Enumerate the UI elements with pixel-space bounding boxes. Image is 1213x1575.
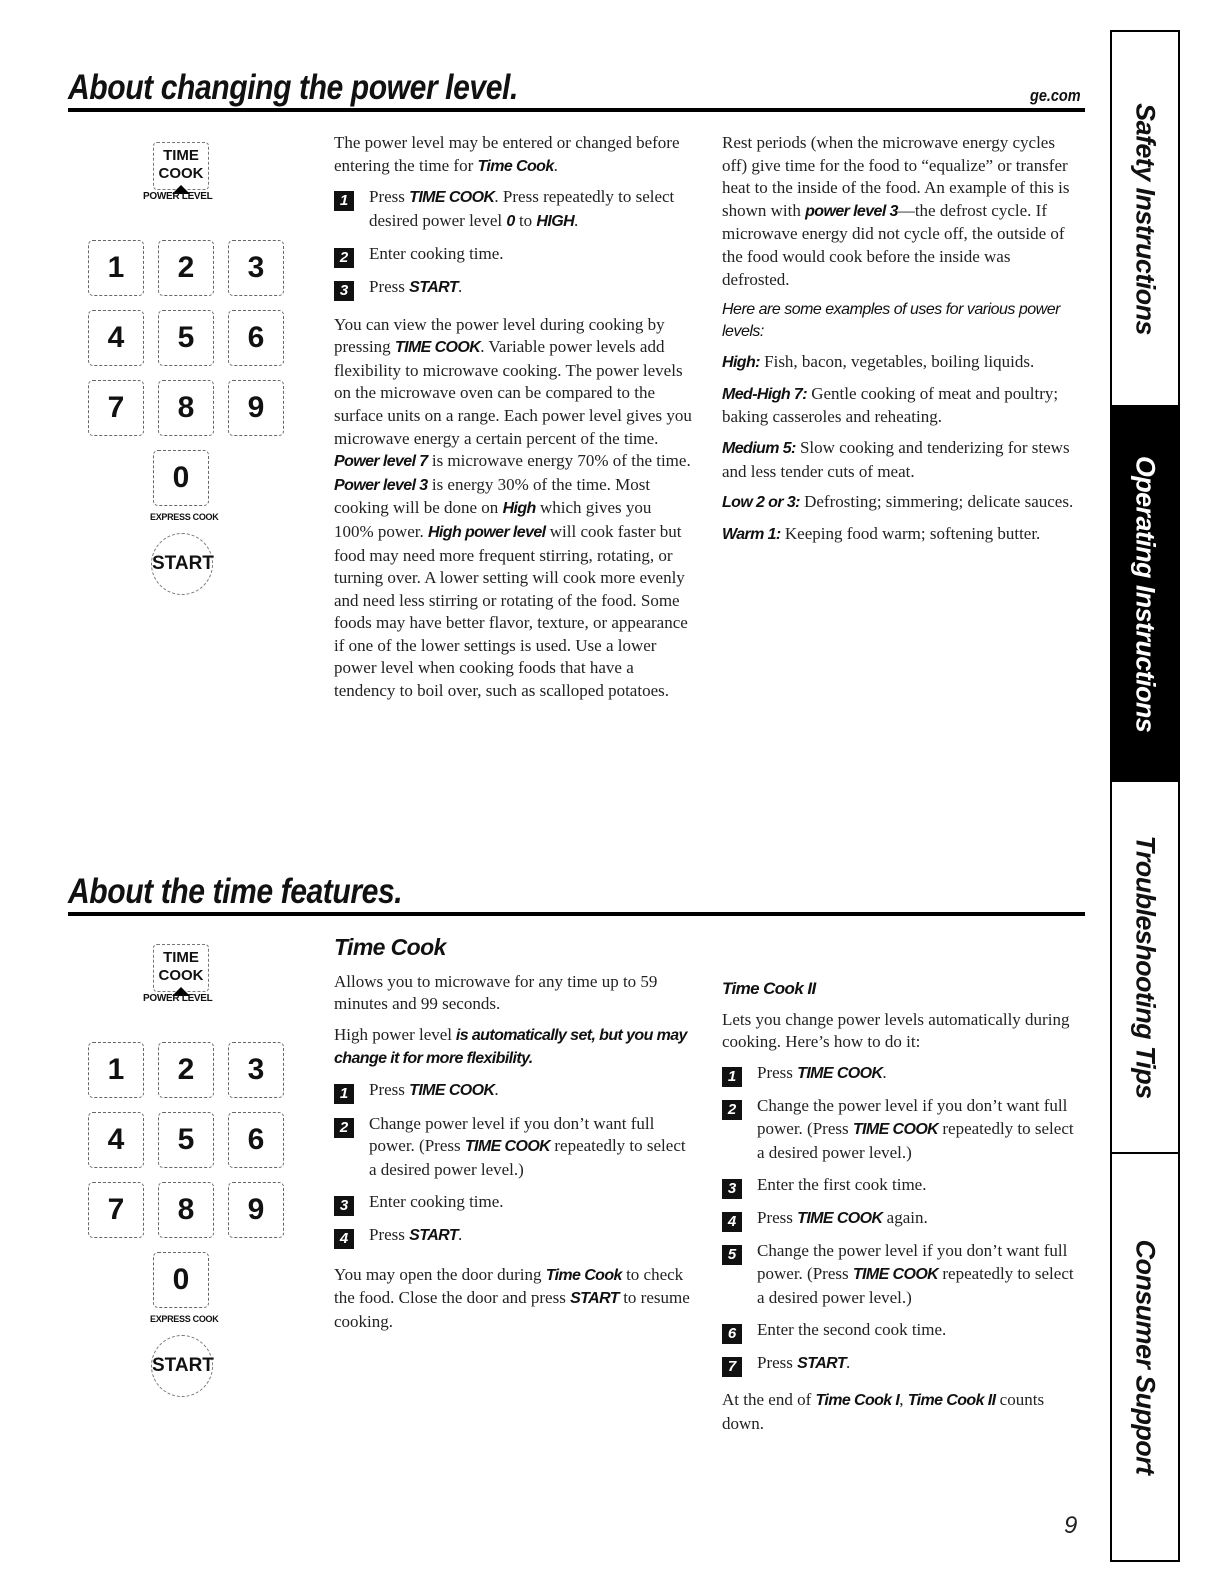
body-text: . bbox=[846, 1352, 851, 1372]
emphasis-text: Power level 7 bbox=[334, 453, 428, 471]
instruction-step bbox=[722, 1352, 1080, 1376]
body-text: Press bbox=[369, 1079, 410, 1099]
express-cook-label: EXPRESS COOK bbox=[150, 512, 219, 522]
emphasis-text: Time Cook bbox=[545, 1266, 622, 1284]
digit-key-5: 5 bbox=[158, 1112, 214, 1168]
power-level-instructions bbox=[334, 132, 692, 711]
time-cook-intro: Allows you to microwave for any time up to 59 minutes and 99 seconds. bbox=[334, 971, 658, 1014]
step-text bbox=[757, 1353, 850, 1372]
body-text: Change power level if you don’t want full power. (Press bbox=[369, 1113, 655, 1156]
emphasis-text: Power level 3 bbox=[334, 476, 428, 494]
digit-key-1: 1 bbox=[88, 1042, 144, 1098]
site-url: ge.com bbox=[1030, 86, 1081, 105]
emphasis-text: Time Cook bbox=[477, 157, 554, 175]
step-text bbox=[369, 277, 462, 296]
express-cook-label: EXPRESS COOK bbox=[150, 1314, 219, 1324]
body-text: —the defrost cycle. If microwave energy did not cycle off, the outside of the food would cook before the inside was defrosted. bbox=[722, 200, 1065, 289]
digit-key-8: 8 bbox=[158, 380, 214, 436]
power-example-label: High: bbox=[722, 354, 760, 372]
power-example-text: Fish, bacon, vegetables, boiling liquids. bbox=[759, 352, 1035, 372]
power-steps bbox=[334, 186, 692, 299]
emphasis-text: TIME COOK bbox=[852, 1120, 939, 1138]
step-text bbox=[369, 1192, 504, 1211]
body-text: Press bbox=[757, 1352, 798, 1372]
body-text: to resume cooking. bbox=[334, 1288, 690, 1331]
step-number-badge: 6 bbox=[722, 1324, 742, 1344]
emphasis-text: TIME COOK bbox=[797, 1209, 883, 1227]
power-example-text: Slow cooking and tenderizing for stews and less tender cuts of meat. bbox=[722, 437, 1070, 481]
emphasis-text: 0 bbox=[506, 212, 515, 230]
instruction-step bbox=[334, 276, 692, 300]
digit-key-0: 0 bbox=[153, 1252, 209, 1308]
tab-consumer-support[interactable] bbox=[1112, 1154, 1178, 1560]
start-key: START bbox=[151, 1335, 213, 1397]
step-text bbox=[369, 1114, 686, 1179]
emphasis-text: TIME COOK bbox=[409, 1081, 495, 1099]
digit-key-9: 9 bbox=[228, 380, 284, 436]
step-text bbox=[369, 1080, 499, 1099]
power-example-text: Keeping food warm; softening butter. bbox=[780, 523, 1041, 543]
step-number-badge: 1 bbox=[334, 1084, 354, 1104]
body-text: . bbox=[458, 276, 463, 296]
body-text: repeatedly to select a desired power level.) bbox=[757, 1118, 1074, 1162]
step-number-badge: 2 bbox=[334, 1118, 354, 1138]
digit-key-4: 4 bbox=[88, 310, 144, 366]
body-text: The power level may be entered or changed before entering the time for bbox=[334, 133, 680, 175]
body-text: Press bbox=[757, 1062, 798, 1082]
time-cook-ii-section bbox=[722, 978, 1080, 1444]
body-text: which gives you 100% power. bbox=[334, 498, 652, 541]
emphasis-text: Time Cook I bbox=[815, 1392, 900, 1410]
step-number-badge: 1 bbox=[334, 191, 354, 211]
step-text bbox=[369, 187, 674, 230]
instruction-step bbox=[334, 1191, 694, 1214]
body-text: At the end of bbox=[722, 1390, 816, 1410]
tab-troubleshooting-tips[interactable] bbox=[1112, 782, 1178, 1154]
time-cook-section bbox=[334, 936, 694, 1341]
emphasis-text: power level 3 bbox=[805, 202, 898, 220]
digit-key-1: 1 bbox=[88, 240, 144, 296]
emphasis-text: START bbox=[797, 1354, 847, 1372]
rest-periods-text bbox=[722, 132, 1080, 291]
body-text: . bbox=[553, 155, 558, 175]
power-example-label: Warm 1: bbox=[722, 525, 781, 543]
step-text bbox=[757, 1063, 887, 1082]
body-text: Change the power level if you don’t want full power. (Press bbox=[757, 1241, 1068, 1283]
power-level-notes bbox=[722, 132, 1080, 554]
step-text bbox=[369, 1225, 462, 1244]
step-number-badge: 4 bbox=[334, 1229, 354, 1249]
tab-operating-instructions[interactable] bbox=[1112, 407, 1178, 782]
time-cook-key bbox=[153, 944, 209, 992]
body-text: counts down. bbox=[722, 1390, 1045, 1433]
time-cook-steps bbox=[334, 1079, 694, 1248]
digit-key-9: 9 bbox=[228, 1182, 284, 1238]
digit-key-6: 6 bbox=[228, 1112, 284, 1168]
step-number-badge: 3 bbox=[334, 1196, 354, 1216]
time-cook-key-label: TIME bbox=[163, 949, 199, 966]
body-text: Enter the second cook time. bbox=[757, 1320, 947, 1340]
tab-label: Consumer Support bbox=[1130, 1239, 1161, 1475]
power-example-text: Defrosting; simmering; delicate sauces. bbox=[799, 492, 1074, 512]
tab-label: Troubleshooting Tips bbox=[1130, 835, 1161, 1099]
step-text bbox=[757, 1208, 928, 1227]
title-rule bbox=[68, 108, 1085, 112]
body-text: again. bbox=[882, 1207, 928, 1227]
emphasis-text: HIGH bbox=[536, 212, 575, 230]
tab-label: Operating Instructions bbox=[1130, 455, 1161, 732]
time-cook-key-label: COOK bbox=[158, 967, 204, 984]
instruction-step bbox=[722, 1062, 1080, 1086]
body-text: Press bbox=[757, 1207, 798, 1227]
step-text bbox=[757, 1320, 946, 1339]
section-title-time-features: About the time features. bbox=[68, 872, 403, 911]
body-text: repeatedly to select a desired power level.) bbox=[757, 1263, 1074, 1307]
body-text: . Variable power levels add flexibility to microwave cooking. The power levels on the microwave oven can be compared to the surface units on a range. Each power level gives you microwave energy a certain percent of the time. bbox=[334, 337, 692, 448]
body-text: You may open the door during bbox=[334, 1264, 546, 1284]
emphasis-text: TIME COOK bbox=[394, 339, 481, 357]
emphasis-text: START bbox=[409, 1226, 459, 1244]
step-number-badge: 4 bbox=[722, 1212, 742, 1232]
digit-key-3: 3 bbox=[228, 1042, 284, 1098]
step-number-badge: 1 bbox=[722, 1067, 742, 1087]
start-key: START bbox=[151, 533, 213, 595]
power-example-label: Low 2 or 3: bbox=[722, 494, 800, 512]
power-level-label: POWER LEVEL bbox=[143, 993, 213, 1004]
instruction-step bbox=[334, 243, 692, 266]
power-body bbox=[334, 314, 692, 703]
step-text bbox=[757, 1175, 926, 1194]
digit-key-0: 0 bbox=[153, 450, 209, 506]
time-cook-key-label: COOK bbox=[158, 165, 204, 182]
digit-key-8: 8 bbox=[158, 1182, 214, 1238]
emphasis-text: Time Cook II bbox=[907, 1392, 996, 1410]
time-cook-heading: Time Cook bbox=[334, 934, 446, 960]
body-text: Press bbox=[369, 276, 410, 296]
time-cook-ii-steps bbox=[722, 1062, 1080, 1376]
emphasis-text: High power level bbox=[427, 523, 546, 541]
emphasis-text: START bbox=[570, 1290, 619, 1308]
tab-safety-instructions[interactable] bbox=[1112, 32, 1178, 407]
time-cook-key bbox=[153, 142, 209, 190]
body-text: You can view the power level during cooking by pressing bbox=[334, 314, 665, 357]
emphasis-text: TIME COOK bbox=[409, 189, 495, 207]
power-examples bbox=[722, 351, 1080, 546]
body-text: Rest periods (when the microwave energy cycles off) give time for the food to “equalize” or transfer heat to the inside of the food. An example of this is shown with bbox=[722, 133, 1070, 220]
instruction-step bbox=[334, 1113, 694, 1182]
body-text: . bbox=[494, 1079, 499, 1099]
body-text: , bbox=[899, 1390, 908, 1410]
power-level-label: POWER LEVEL bbox=[143, 191, 213, 202]
power-example bbox=[722, 383, 1080, 429]
body-text: Enter cooking time. bbox=[369, 1192, 504, 1212]
step-text bbox=[369, 244, 504, 263]
instruction-step bbox=[334, 1079, 694, 1103]
body-text: is energy 30% of the time. Most cooking will be done on bbox=[334, 474, 651, 518]
step-number-badge: 3 bbox=[722, 1179, 742, 1199]
digit-key-3: 3 bbox=[228, 240, 284, 296]
digit-key-5: 5 bbox=[158, 310, 214, 366]
power-example-label: Med-High 7: bbox=[722, 385, 807, 403]
body-text: Press bbox=[369, 1224, 410, 1244]
power-example bbox=[722, 351, 1080, 375]
emphasis-text: is automatically set, but you may change it for more flexibility. bbox=[334, 1026, 687, 1068]
instruction-step bbox=[722, 1207, 1080, 1231]
body-text: Press bbox=[369, 187, 410, 207]
time-cook-ii-end bbox=[722, 1389, 1080, 1435]
body-text: to bbox=[514, 210, 537, 230]
instruction-step bbox=[722, 1095, 1080, 1164]
power-intro bbox=[334, 132, 692, 178]
time-cook-high-power bbox=[334, 1024, 694, 1071]
examples-intro: Here are some examples of uses for various power levels: bbox=[722, 301, 1060, 341]
digit-key-6: 6 bbox=[228, 310, 284, 366]
step-number-badge: 2 bbox=[722, 1100, 742, 1120]
tab-label: Safety Instructions bbox=[1130, 102, 1161, 335]
step-number-badge: 7 bbox=[722, 1357, 742, 1377]
step-number-badge: 2 bbox=[334, 248, 354, 268]
instruction-step bbox=[722, 1240, 1080, 1309]
body-text: to check the food. Close the door and press bbox=[334, 1264, 684, 1308]
body-text: is microwave energy 70% of the time. bbox=[427, 451, 691, 471]
time-cook-key-label: TIME bbox=[163, 147, 199, 164]
step-text bbox=[757, 1096, 1074, 1161]
power-example bbox=[722, 437, 1080, 483]
power-example bbox=[722, 491, 1080, 515]
digit-key-2: 2 bbox=[158, 240, 214, 296]
step-number-badge: 3 bbox=[334, 281, 354, 301]
body-text: . bbox=[574, 210, 579, 230]
instruction-step bbox=[334, 1224, 694, 1248]
digit-key-7: 7 bbox=[88, 1182, 144, 1238]
digit-key-2: 2 bbox=[158, 1042, 214, 1098]
digit-key-4: 4 bbox=[88, 1112, 144, 1168]
power-example bbox=[722, 523, 1080, 547]
body-text: will cook faster but food may need more frequent stirring, rotating, or turning over. A lower setting will cook more evenly and need less stirring or rotating of the food. Some foods may have better flavor, texture, or appearance if one of the lower settings is used. Use a lower power level when cooking foods that have a tendency to boil over, such as scalloped potatoes. bbox=[334, 521, 688, 701]
page-number: 9 bbox=[1064, 1512, 1078, 1539]
section-title-power-level: About changing the power level. bbox=[68, 68, 518, 107]
step-text bbox=[757, 1241, 1074, 1306]
emphasis-text: High bbox=[502, 500, 536, 518]
time-cook-ii-heading: Time Cook II bbox=[722, 979, 816, 998]
emphasis-text: TIME COOK bbox=[852, 1265, 939, 1283]
instruction-step bbox=[334, 186, 692, 233]
body-text: . bbox=[458, 1224, 463, 1244]
time-cook-ii-intro: Lets you change power levels automatically during cooking. Here’s how to do it: bbox=[722, 1009, 1070, 1052]
body-text: . bbox=[882, 1062, 887, 1082]
instruction-step bbox=[722, 1174, 1080, 1197]
time-cook-note bbox=[334, 1264, 694, 1334]
step-number-badge: 5 bbox=[722, 1245, 742, 1265]
body-text: Enter cooking time. bbox=[369, 244, 504, 264]
body-text: Enter the first cook time. bbox=[757, 1175, 927, 1195]
body-text: High power level bbox=[334, 1024, 453, 1044]
power-example-label: Medium 5: bbox=[722, 439, 796, 457]
section-tabs-sidebar bbox=[1110, 30, 1180, 1562]
emphasis-text: TIME COOK bbox=[797, 1064, 883, 1082]
body-text: repeatedly to select a desired power level.) bbox=[369, 1136, 686, 1179]
instruction-step bbox=[722, 1319, 1080, 1342]
emphasis-text: START bbox=[409, 278, 459, 296]
body-text: . Press repeatedly to select desired power level bbox=[369, 187, 675, 230]
digit-key-7: 7 bbox=[88, 380, 144, 436]
emphasis-text: TIME COOK bbox=[464, 1138, 551, 1156]
title-rule bbox=[68, 912, 1085, 916]
power-example-text: Gentle cooking of meat and poultry; baking casseroles and reheating. bbox=[722, 383, 1059, 427]
body-text: Change the power level if you don’t want full power. (Press bbox=[757, 1096, 1068, 1138]
